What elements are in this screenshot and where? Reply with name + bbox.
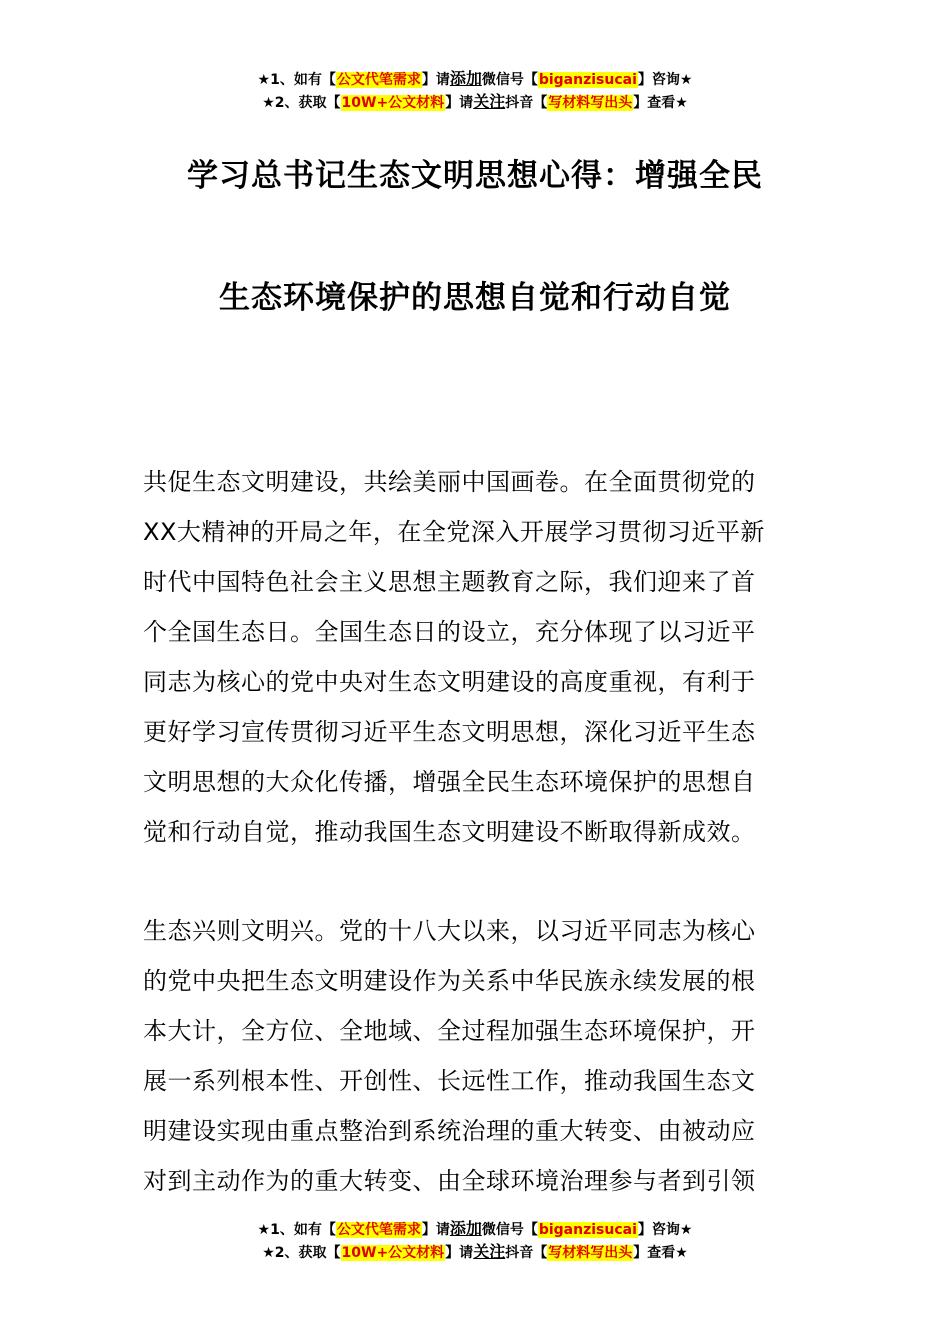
paragraph-line: XX大精神的开局之年，在全党深入开展学习贯彻习近平新 [143, 518, 765, 546]
paragraph-line: 觉和行动自觉，推动我国生态文明建设不断取得新成效。 [143, 818, 756, 846]
paragraph-line: 时代中国特色社会主义思想主题教育之际，我们迎来了首 [143, 568, 756, 596]
document-title-line-2: 生态环境保护的思想自觉和行动自觉 [219, 280, 731, 316]
paragraph-2 [143, 906, 808, 1206]
paragraph-line: 展一系列根本性、开创性、长远性工作，推动我国生态文 [143, 1067, 756, 1095]
promo-highlight: biganzisucai [538, 1222, 637, 1238]
paragraph-line: 对到主动作为的重大转变、由全球环境治理参与者到引领 [143, 1167, 756, 1195]
promo-text: 】请 [421, 1222, 450, 1238]
promo-text: 微信号【 [481, 1222, 538, 1238]
promo-text: ★2、获取【 [262, 1245, 341, 1261]
promo-emphasis: 添加 [449, 69, 482, 88]
promo-highlight: 公文代笔需求 [336, 72, 421, 88]
promo-line-2 [0, 1241, 950, 1264]
promo-line-1 [0, 68, 950, 91]
paragraph-line: 本大计，全方位、全地域、全过程加强生态环境保护，开 [143, 1017, 756, 1045]
promo-highlight: 公文代笔需求 [336, 1222, 421, 1238]
promo-text: ★2、获取【 [262, 95, 341, 111]
promo-line-1 [0, 1218, 950, 1241]
paragraph-line: 更好学习宣传贯彻习近平生态文明思想，深化习近平生态 [143, 718, 756, 746]
promo-text: ★1、如有【 [257, 1222, 336, 1238]
promo-text: 】请 [445, 1245, 474, 1261]
promo-highlight: biganzisucai [538, 72, 637, 88]
promo-text: 抖音【 [505, 1245, 548, 1261]
promo-highlight: 10W+公文材料 [341, 1245, 445, 1261]
promo-text: 】请 [421, 72, 450, 88]
promo-line-2 [0, 91, 950, 114]
promo-highlight: 写材料写出头 [548, 1245, 633, 1261]
promo-highlight: 写材料写出头 [548, 95, 633, 111]
paragraph-line: 明建设实现由重点整治到系统治理的重大转变、由被动应 [143, 1117, 756, 1145]
promo-emphasis: 关注 [473, 92, 506, 111]
promo-header [0, 68, 950, 114]
paragraph-line: 共促生态文明建设，共绘美丽中国画卷。在全面贯彻党的 [143, 468, 756, 496]
paragraph-line: 同志为核心的党中央对生态文明建设的高度重视，有利于 [143, 668, 756, 696]
promo-text: 】咨询★ [637, 1222, 693, 1238]
promo-highlight: 10W+公文材料 [341, 95, 445, 111]
promo-text: 抖音【 [505, 95, 548, 111]
promo-text: 微信号【 [481, 72, 538, 88]
paragraph-line: 生态兴则文明兴。党的十八大以来，以习近平同志为核心 [143, 917, 756, 945]
promo-text: 】请 [445, 95, 474, 111]
promo-text: ★1、如有【 [257, 72, 336, 88]
promo-text: 】查看★ [633, 95, 688, 111]
document-title-line-1: 学习总书记生态文明思想心得：增强全民 [187, 158, 763, 194]
paragraph-line: 个全国生态日。全国生态日的设立，充分体现了以习近平 [143, 618, 756, 646]
promo-emphasis: 添加 [449, 1219, 482, 1238]
promo-text: 】咨询★ [637, 72, 693, 88]
promo-footer [0, 1218, 950, 1264]
paragraph-line: 的党中央把生态文明建设作为关系中华民族永续发展的根 [143, 967, 756, 995]
paragraph-line: 文明思想的大众化传播，增强全民生态环境保护的思想自 [143, 768, 756, 796]
promo-emphasis: 关注 [473, 1242, 506, 1261]
paragraph-1 [143, 457, 808, 857]
promo-text: 】查看★ [633, 1245, 688, 1261]
